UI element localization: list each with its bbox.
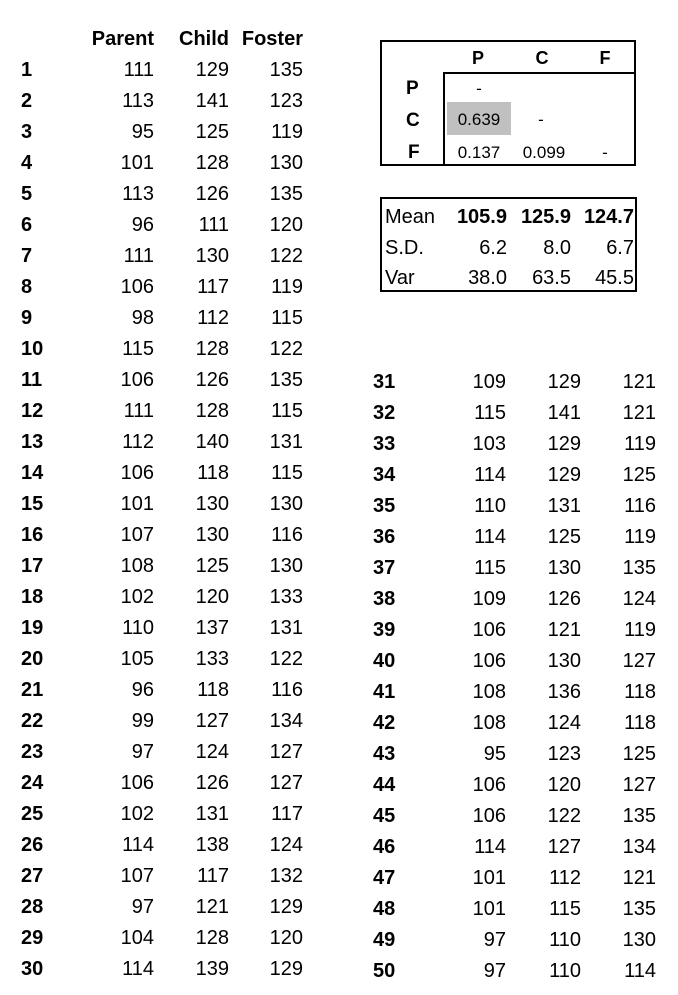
parent-value: 110: [122, 617, 154, 639]
foster-value: 122: [269, 338, 303, 360]
child-value: 129: [547, 371, 581, 393]
parent-value: 101: [472, 867, 506, 889]
matrix-row-header-c: C: [406, 110, 420, 131]
parent-value: 114: [474, 526, 506, 548]
foster-value: 118: [624, 681, 656, 703]
foster-value: 135: [622, 557, 656, 579]
child-value: 128: [195, 400, 229, 422]
row-index: 26: [21, 834, 44, 856]
row-index: 6: [21, 214, 33, 236]
parent-value: 96: [131, 679, 154, 701]
child-value: 141: [195, 90, 229, 112]
row-index: 15: [21, 493, 44, 515]
child-value: 129: [195, 59, 229, 81]
child-value: 128: [195, 152, 229, 174]
parent-value: 106: [120, 772, 154, 794]
foster-value: 119: [624, 433, 656, 455]
parent-value: 104: [120, 927, 154, 949]
matrix-col-header-c: C: [535, 48, 549, 68]
parent-value: 101: [120, 493, 154, 515]
foster-value: 116: [624, 495, 656, 517]
foster-value: 115: [271, 307, 303, 329]
parent-value: 97: [483, 960, 506, 982]
parent-value: 95: [483, 743, 506, 765]
row-index: 46: [373, 836, 396, 858]
foster-value: 127: [622, 650, 656, 672]
foster-value: 130: [269, 152, 303, 174]
child-value: 130: [195, 524, 229, 546]
foster-value: 131: [269, 617, 303, 639]
foster-value: 124: [269, 834, 303, 856]
parent-value: 97: [131, 741, 154, 763]
row-index: 12: [21, 400, 44, 422]
row-index: 42: [373, 712, 396, 734]
foster-value: 130: [269, 555, 303, 577]
child-value: 115: [549, 898, 581, 920]
row-index: 41: [373, 681, 396, 703]
foster-value: 125: [622, 743, 656, 765]
child-value: 126: [195, 183, 229, 205]
row-index: 19: [21, 617, 44, 639]
foster-value: 124: [622, 588, 656, 610]
matrix-vertical-divider: [443, 72, 445, 166]
child-value: 138: [195, 834, 229, 856]
child-value: 129: [547, 433, 581, 455]
child-value: 118: [197, 462, 229, 484]
row-index: 37: [373, 557, 396, 579]
child-value: 131: [195, 803, 229, 825]
child-value: 120: [195, 586, 229, 608]
parent-value: 108: [472, 681, 506, 703]
correlation-matrix: [380, 40, 636, 166]
matrix-cell-cp: 0.639: [457, 110, 501, 129]
header-child: Child: [179, 28, 229, 50]
child-value: 140: [195, 431, 229, 453]
matrix-horizontal-divider: [443, 72, 636, 74]
foster-value: 127: [269, 772, 303, 794]
row-index: 34: [373, 464, 396, 486]
child-value: 123: [547, 743, 581, 765]
row-index: 50: [373, 960, 396, 982]
foster-value: 132: [269, 865, 303, 887]
parent-value: 106: [120, 462, 154, 484]
parent-value: 106: [472, 774, 506, 796]
foster-value: 135: [622, 898, 656, 920]
child-value: 136: [547, 681, 581, 703]
child-value: 128: [195, 338, 229, 360]
var-label: Var: [385, 267, 415, 289]
child-value: 124: [195, 741, 229, 763]
row-index: 10: [21, 338, 44, 360]
mean-parent: 105.9: [456, 206, 507, 228]
row-index: 1: [21, 59, 33, 81]
child-value: 130: [195, 245, 229, 267]
child-value: 122: [547, 805, 581, 827]
parent-value: 111: [123, 400, 154, 422]
foster-value: 135: [269, 183, 303, 205]
foster-value: 122: [269, 245, 303, 267]
foster-value: 121: [622, 867, 656, 889]
summary-statistics: [380, 197, 637, 292]
child-value: 141: [547, 402, 581, 424]
row-index: 33: [373, 433, 396, 455]
row-index: 5: [21, 183, 33, 205]
child-value: 139: [195, 958, 229, 980]
var-parent: 38.0: [468, 267, 507, 289]
child-value: 133: [195, 648, 229, 670]
row-index: 2: [21, 90, 33, 112]
parent-value: 97: [483, 929, 506, 951]
foster-value: 135: [622, 805, 656, 827]
child-value: 129: [547, 464, 581, 486]
foster-value: 127: [622, 774, 656, 796]
foster-value: 115: [271, 462, 303, 484]
parent-value: 111: [123, 245, 154, 267]
foster-value: 122: [269, 648, 303, 670]
row-index: 29: [21, 927, 44, 949]
row-index: 8: [21, 276, 33, 298]
foster-value: 114: [624, 960, 656, 982]
parent-value: 108: [120, 555, 154, 577]
row-index: 14: [21, 462, 44, 484]
matrix-row-header-p: P: [406, 78, 419, 99]
parent-value: 106: [472, 805, 506, 827]
var-child: 63.5: [532, 267, 571, 289]
foster-value: 131: [269, 431, 303, 453]
parent-value: 107: [120, 524, 154, 546]
row-index: 30: [21, 958, 44, 980]
child-value: 117: [197, 276, 229, 298]
parent-value: 103: [472, 433, 506, 455]
parent-value: 106: [472, 650, 506, 672]
row-index: 28: [21, 896, 44, 918]
child-value: 112: [549, 867, 581, 889]
child-value: 121: [195, 896, 229, 918]
row-index: 18: [21, 586, 44, 608]
child-value: 130: [547, 557, 581, 579]
parent-value: 102: [120, 803, 154, 825]
row-index: 13: [21, 431, 44, 453]
parent-value: 111: [123, 59, 154, 81]
foster-value: 116: [271, 679, 303, 701]
matrix-cell-fp: 0.137: [457, 143, 501, 162]
parent-value: 113: [122, 183, 154, 205]
row-index: 11: [21, 369, 43, 391]
row-index: 31: [373, 371, 396, 393]
foster-value: 125: [622, 464, 656, 486]
foster-value: 119: [624, 619, 656, 641]
child-value: 121: [547, 619, 581, 641]
parent-value: 115: [122, 338, 154, 360]
row-index: 17: [21, 555, 44, 577]
sd-foster: 6.7: [606, 237, 634, 259]
foster-value: 115: [271, 400, 303, 422]
child-value: 110: [549, 929, 581, 951]
foster-value: 120: [269, 927, 303, 949]
parent-value: 105: [120, 648, 154, 670]
matrix-cell-fc: 0.099: [522, 143, 566, 162]
row-index: 22: [21, 710, 44, 732]
child-value: 127: [195, 710, 229, 732]
foster-value: 127: [269, 741, 303, 763]
row-index: 44: [373, 774, 396, 796]
parent-value: 106: [472, 619, 506, 641]
row-index: 38: [373, 588, 396, 610]
child-value: 137: [195, 617, 229, 639]
row-index: 21: [21, 679, 44, 701]
foster-value: 134: [622, 836, 656, 858]
matrix-col-header-f: F: [599, 48, 611, 68]
matrix-cell-pp: -: [476, 79, 482, 98]
parent-value: 115: [474, 557, 506, 579]
row-index: 7: [21, 245, 33, 267]
row-index: 25: [21, 803, 44, 825]
child-value: 110: [549, 960, 581, 982]
child-value: 130: [547, 650, 581, 672]
row-index: 48: [373, 898, 396, 920]
child-value: 125: [547, 526, 581, 548]
matrix-cell-cc: -: [538, 110, 544, 129]
mean-child: 125.9: [520, 206, 571, 228]
child-value: 120: [547, 774, 581, 796]
parent-value: 106: [120, 369, 154, 391]
foster-value: 121: [622, 402, 656, 424]
child-value: 130: [195, 493, 229, 515]
foster-value: 135: [269, 369, 303, 391]
row-index: 43: [373, 743, 396, 765]
child-value: 127: [547, 836, 581, 858]
var-foster: 45.5: [595, 267, 634, 289]
parent-value: 108: [472, 712, 506, 734]
foster-value: 133: [269, 586, 303, 608]
foster-value: 134: [269, 710, 303, 732]
parent-value: 110: [474, 495, 506, 517]
foster-value: 119: [271, 276, 303, 298]
child-value: 125: [195, 555, 229, 577]
foster-value: 135: [269, 59, 303, 81]
parent-value: 113: [122, 90, 154, 112]
child-value: 118: [197, 679, 229, 701]
row-index: 16: [21, 524, 44, 546]
row-index: 40: [373, 650, 396, 672]
parent-value: 99: [131, 710, 154, 732]
child-value: 126: [195, 772, 229, 794]
sd-child: 8.0: [543, 237, 571, 259]
parent-value: 101: [120, 152, 154, 174]
child-value: 131: [547, 495, 581, 517]
row-index: 9: [21, 307, 33, 329]
foster-value: 119: [271, 121, 303, 143]
row-index: 45: [373, 805, 396, 827]
row-index: 27: [21, 865, 44, 887]
child-value: 128: [195, 927, 229, 949]
matrix-col-header-p: P: [471, 48, 484, 68]
child-value: 112: [197, 307, 229, 329]
parent-value: 109: [472, 588, 506, 610]
foster-value: 129: [269, 958, 303, 980]
child-value: 124: [547, 712, 581, 734]
parent-value: 109: [472, 371, 506, 393]
foster-value: 130: [269, 493, 303, 515]
child-value: 111: [198, 214, 229, 236]
parent-value: 96: [131, 214, 154, 236]
parent-value: 114: [474, 836, 506, 858]
matrix-cell-ff: -: [602, 143, 608, 162]
header-parent: Parent: [91, 28, 154, 50]
parent-value: 106: [120, 276, 154, 298]
sd-parent: 6.2: [479, 237, 507, 259]
row-index: 32: [373, 402, 396, 424]
row-index: 3: [21, 121, 33, 143]
row-index: 49: [373, 929, 396, 951]
row-index: 24: [21, 772, 44, 794]
child-value: 126: [195, 369, 229, 391]
parent-value: 97: [131, 896, 154, 918]
parent-value: 114: [474, 464, 506, 486]
sd-label: S.D.: [385, 237, 424, 259]
mean-foster: 124.7: [583, 206, 634, 228]
row-index: 23: [21, 741, 44, 763]
header-foster: Foster: [241, 28, 303, 50]
child-value: 125: [195, 121, 229, 143]
foster-value: 118: [624, 712, 656, 734]
child-value: 117: [197, 865, 229, 887]
foster-value: 119: [624, 526, 656, 548]
parent-value: 102: [120, 586, 154, 608]
matrix-row-header-f: F: [408, 142, 420, 163]
foster-value: 116: [271, 524, 303, 546]
parent-value: 112: [122, 431, 154, 453]
parent-value: 114: [122, 958, 154, 980]
row-index: 35: [373, 495, 396, 517]
parent-value: 98: [131, 307, 154, 329]
child-value: 126: [547, 588, 581, 610]
row-index: 4: [21, 152, 33, 174]
foster-value: 120: [269, 214, 303, 236]
row-index: 47: [373, 867, 396, 889]
mean-label: Mean: [385, 206, 436, 228]
parent-value: 114: [122, 834, 154, 856]
row-index: 36: [373, 526, 396, 548]
row-index: 39: [373, 619, 396, 641]
parent-value: 115: [474, 402, 506, 424]
foster-value: 130: [622, 929, 656, 951]
parent-value: 107: [120, 865, 154, 887]
foster-value: 117: [271, 803, 303, 825]
row-index: 20: [21, 648, 44, 670]
parent-value: 101: [472, 898, 506, 920]
foster-value: 121: [622, 371, 656, 393]
foster-value: 129: [269, 896, 303, 918]
foster-value: 123: [269, 90, 303, 112]
parent-value: 95: [131, 121, 154, 143]
